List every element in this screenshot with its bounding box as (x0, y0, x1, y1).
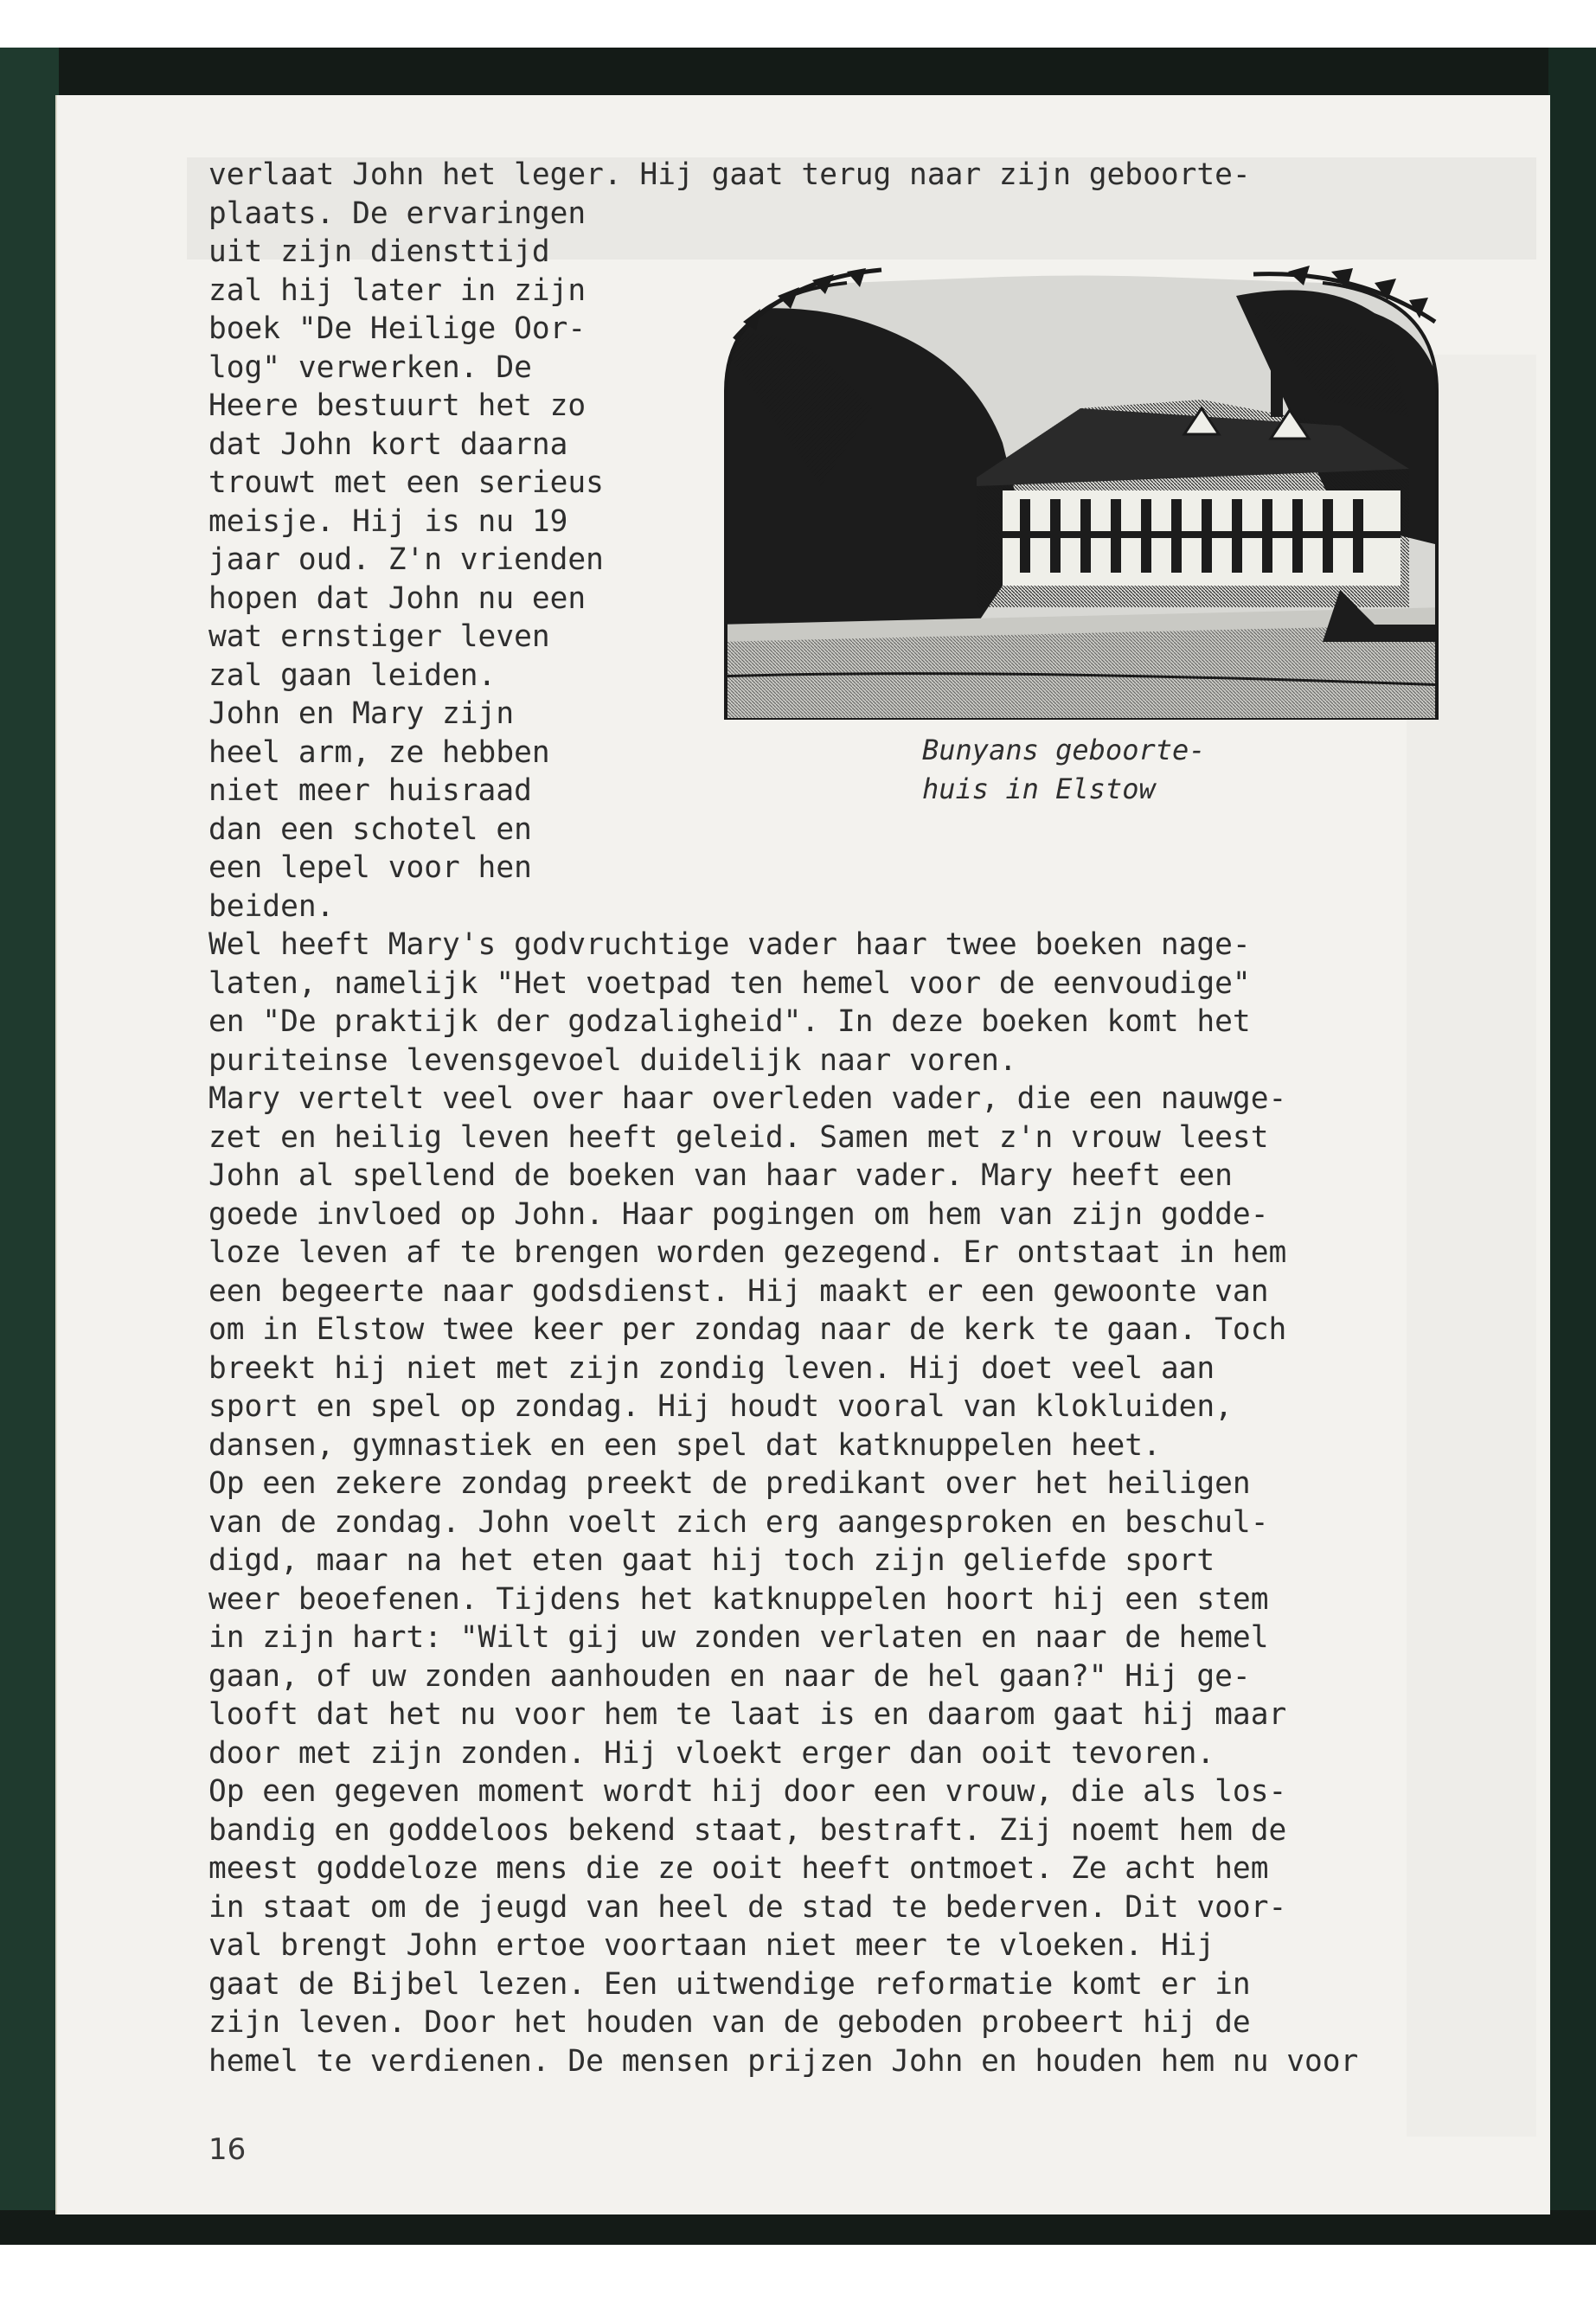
text-line: gaat de Bijbel lezen. Een uitwendige reformatie komt er in (208, 1966, 1251, 2002)
text-line: dat John kort daarna (208, 426, 568, 462)
text-line: laten, namelijk "Het voetpad ten hemel voor de eenvoudige" (208, 965, 1251, 1001)
text-line: hopen dat John nu een (208, 580, 586, 616)
text-line: goede invloed op John. Haar pogingen om hem van zijn godde- (208, 1196, 1269, 1232)
text-line: weer beoefenen. Tijdens het katknuppelen hoort hij een stem (208, 1581, 1269, 1617)
text-line: Mary vertelt veel over haar overleden vader, die een nauwge- (208, 1081, 1287, 1116)
text-line: zijn leven. Door het houden van de geboden probeert hij de (208, 2005, 1251, 2040)
text-line: en "De praktijk der godzaligheid". In deze boeken komt het (208, 1004, 1251, 1039)
text-line: puriteinse levensgevoel duidelijk naar voren. (208, 1042, 1017, 1078)
text-line: meest goddeloze mens die ze ooit heeft ontmoet. Ze acht hem (208, 1851, 1269, 1886)
text-line: Heere bestuurt het zo (208, 388, 586, 423)
text-line: in staat om de jeugd van heel de stad te bederven. Dit voor- (208, 1889, 1287, 1925)
text-line: zet en heilig leven heeft geleid. Samen met z'n vrouw leest (208, 1119, 1269, 1155)
page-number: 16 (208, 2132, 247, 2167)
text-line: door met zijn zonden. Hij vloekt erger dan ooit tevoren. (208, 1735, 1215, 1771)
book-cover-edge-right (1548, 48, 1596, 2227)
text-line: dansen, gymnastiek en een spel dat katknuppelen heet. (208, 1427, 1161, 1463)
text-line: heel arm, ze hebben (208, 734, 550, 770)
text-line: Op een gegeven moment wordt hij door een vrouw, die als los- (208, 1774, 1287, 1809)
text-line: gaan, of uw zonden aanhouden en naar de hel gaan?" Hij ge- (208, 1658, 1251, 1694)
text-line: digd, maar na het eten gaat hij toch zijn geliefde sport (208, 1543, 1215, 1578)
text-line: uit zijn diensttijd (208, 234, 550, 269)
text-line: trouwt met een serieus (208, 465, 604, 500)
text-line: log" verwerken. De (208, 349, 532, 385)
illustration-caption (922, 731, 1355, 808)
text-line: loze leven af te brengen worden gezegend. Er ontstaat in hem (208, 1235, 1287, 1270)
text-line: niet meer huisraad (208, 773, 532, 808)
text-line: hemel te verdienen. De mensen prijzen John en houden hem nu voor (208, 2043, 1359, 2079)
text-line: wat ernstiger leven (208, 619, 550, 654)
text-line: jaar oud. Z'n vrienden (208, 542, 604, 577)
text-line: John al spellend de boeken van haar vader. Mary heeft een (208, 1158, 1233, 1193)
caption-line: huis in Elstow (922, 772, 1156, 805)
book-page (55, 95, 1550, 2214)
text-line: dan een schotel en (208, 811, 532, 847)
text-line: boek "De Heilige Oor- (208, 311, 586, 346)
text-line: beiden. (208, 888, 335, 924)
book-cover-edge-top (0, 48, 1596, 99)
text-line: John en Mary zijn (208, 696, 515, 731)
text-line: sport en spel op zondag. Hij houdt vooral van klokluiden, (208, 1389, 1233, 1424)
text-line: looft dat het nu voor hem te laat is en daarom gaat hij maar (208, 1697, 1287, 1732)
caption-line: Bunyans geboorte- (922, 734, 1206, 766)
text-line: een lepel voor hen (208, 850, 532, 885)
text-line: zal hij later in zijn (208, 272, 586, 308)
text-line: om in Elstow twee keer per zondag naar de kerk te gaan. Toch (208, 1312, 1287, 1347)
text-line: van de zondag. John voelt zich erg aangesproken en beschul- (208, 1504, 1269, 1540)
text-line: verlaat John het leger. Hij gaat terug naar zijn geboorte- (208, 157, 1251, 192)
text-line: breekt hij niet met zijn zondig leven. Hij doet veel aan (208, 1350, 1215, 1386)
text-line: Wel heeft Mary's godvruchtige vader haar twee boeken nage- (208, 927, 1251, 962)
text-line: val brengt John ertoe voortaan niet meer te vloeken. Hij (208, 1928, 1215, 1963)
birthplace-engraving (717, 261, 1445, 720)
text-line: zal gaan leiden. (208, 657, 497, 693)
text-line: plaats. De ervaringen (208, 195, 586, 231)
text-line: in zijn hart: "Wilt gij uw zonden verlaten en naar de hemel (208, 1620, 1269, 1655)
text-line: een begeerte naar godsdienst. Hij maakt er een gewoonte van (208, 1273, 1269, 1309)
book-cover-edge-bottom (0, 2210, 1596, 2245)
book-cover-edge-left (0, 48, 59, 2227)
text-line: bandig en goddeloos bekend staat, bestraft. Zij noemt hem de (208, 1812, 1287, 1848)
text-line: meisje. Hij is nu 19 (208, 503, 568, 539)
text-line: Op een zekere zondag preekt de predikant over het heiligen (208, 1466, 1251, 1501)
